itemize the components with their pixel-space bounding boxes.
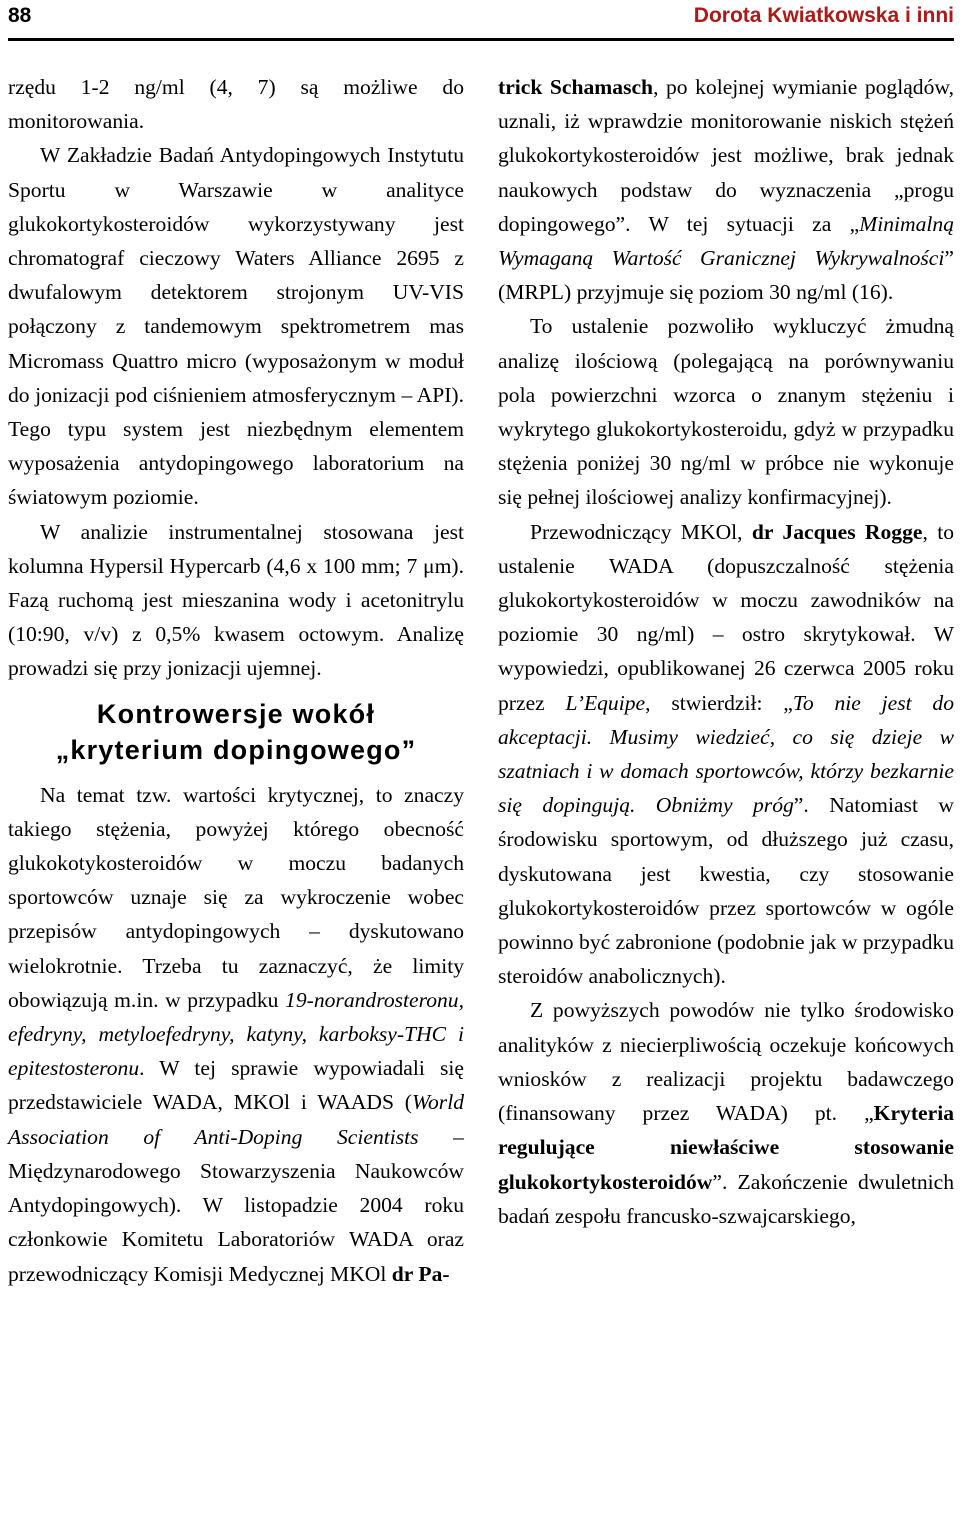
text-run: ”. Natomiast w środowisku sportowym, od dłuższego już czasu, dyskutowana jest kwestia, czy stosowanie glukokortykosteroidów przez sportowców w ogóle powinno być zabronione (podobnie jak w przypadku steroidów anabolicznych). — [498, 793, 954, 989]
italic-text: World Association of Anti-Doping Scientists — [8, 1090, 464, 1149]
paragraph: To ustalenie pozwoliło wykluczyć żmudną analizę ilościową (polegającą na porównywaniu pola powierzchni wzorca o znanym stężeniu i wykrytego glukokortykosteroidu, gdyż w przypadku stężenia poniżej 30 ng/ml w próbce nie wykonuje się pełnej ilościowej analizy konfirmacyjnej). — [498, 314, 954, 510]
text-run: ” (MRPL) przyjmuje się poziom 30 ng/ml (16). — [498, 246, 954, 305]
paragraph — [498, 515, 954, 994]
text-run: . W tej sprawie wypowiadali się przedstawiciele WADA, MKOl i WAADS ( — [8, 1056, 464, 1115]
text-run: Z powyższych powodów nie tylko środowisko analityków z niecierpliwością oczekuje końcowych wniosków z realizacji projektu badawczego (finansowany przez WADA) pt. „ — [498, 998, 954, 1126]
paragraph: W analizie instrumentalnej stosowana jest kolumna Hypersil Hypercarb (4,6 x 100 mm; 7 μm). Fazą ruchomą jest mieszanina wody i acetonitrylu (10:90, v/v) z 0,5% kwasem octowym. Analizę prowadzi się przy jonizacji ujemnej. — [8, 519, 464, 681]
italic-text: 19-norandrosteronu, efedryny, metyloefedryny, katyny, karboksy-THC i epitestosteronu — [8, 987, 464, 1081]
bold-text: trick Schamasch — [498, 75, 654, 99]
text-run: , to ustalenie WADA (dopuszczalność stężenia glukokortykosteroidów w moczu zawodników na poziomie 30 ng/ml) – ostro skrytykował. W wypowiedzi, opublikowanej 26 czerwca 2005 roku przez — [498, 519, 955, 715]
page-number: 88 — [8, 4, 32, 27]
bold-text: dr Jacques Rogge — [751, 519, 923, 544]
running-head: Dorota Kwiatkowska i inni — [693, 4, 954, 27]
italic-text: Minimalną Wymaganą Wartość Granicznej Wykrywalności — [498, 211, 954, 271]
section-heading-line: Kontrowersje wokół — [96, 698, 376, 729]
paragraph — [8, 778, 464, 1291]
text-run: ”. Zakończenie dwuletnich badań zespołu francusko-szwajcarskiego, — [498, 1169, 954, 1228]
page-header — [8, 0, 954, 36]
italic-text: L’Equipe — [565, 690, 646, 715]
right-column — [498, 70, 954, 1233]
paragraph — [498, 993, 954, 1232]
header-rule — [8, 38, 954, 41]
text-run: – Międzynarodowego Stowarzyszenia Naukowców Antydopingowych). W listopadzie 2004 roku członkowie Komitetu Laboratoriów WADA oraz przewodniczący Komisji Medycznej MKOl — [8, 1124, 464, 1286]
bold-text: Kryteria regulujące niewłaściwe stosowanie glukokortykosteroidów — [498, 1101, 954, 1194]
text-run: , po kolejnej wymianie poglądów, uznali, iż wprawdzie monitorowanie niskich stężeń glukokortykosteroidów jest możliwe, brak jednak naukowych podstaw do wyznaczenia „progu dopingowego”. W tej sytuacji za „ — [498, 75, 954, 236]
left-column — [8, 70, 464, 1291]
paragraph — [498, 70, 954, 309]
bold-text: dr Pa- — [391, 1261, 450, 1286]
text-run: , stwierdził: „ — [645, 690, 793, 715]
paragraph: W Zakładzie Badań Antydopingowych Instytutu Sportu w Warszawie w analityce glukokortykosteroidów wykorzystywany jest chromatograf cieczowy Waters Alliance 2695 z dwufalowym detektorem strojonym UV-VIS połączony z tandemowym spektrometrem mas Micromass Quattro micro (wyposażonym w moduł do jonizacji pod ciśnieniem atmosferycznym – API). Tego typu system jest niezbędnym elementem wyposażenia antydopingowego laboratorium na światowym poziomie. — [8, 143, 464, 510]
italic-text: To nie jest do akceptacji. Musimy wiedzieć, co się dzieje w szatniach i w domach sportowców, którzy bezkarnie się dopingują. Obniżmy próg — [498, 690, 955, 818]
text-run: Na temat tzw. wartości krytycznej, to znaczy takiego stężenia, powyżej którego obecność glukokotykosteroidów w moczu badanych sportowców uznaje się za wykroczenie wobec przepisów antydopingowych – dyskutowano wielokrotnie. Trzeba tu zaznaczyć, że limity obowiązują m.in. w przypadku — [8, 782, 464, 1012]
text-run: Przewodniczący MKOl, — [530, 519, 752, 544]
section-heading-line: „kryterium dopingowego” — [55, 734, 417, 765]
paragraph: rzędu 1-2 ng/ml (4, 7) są możliwe do monitorowania. — [8, 75, 464, 134]
section-heading — [8, 696, 464, 768]
